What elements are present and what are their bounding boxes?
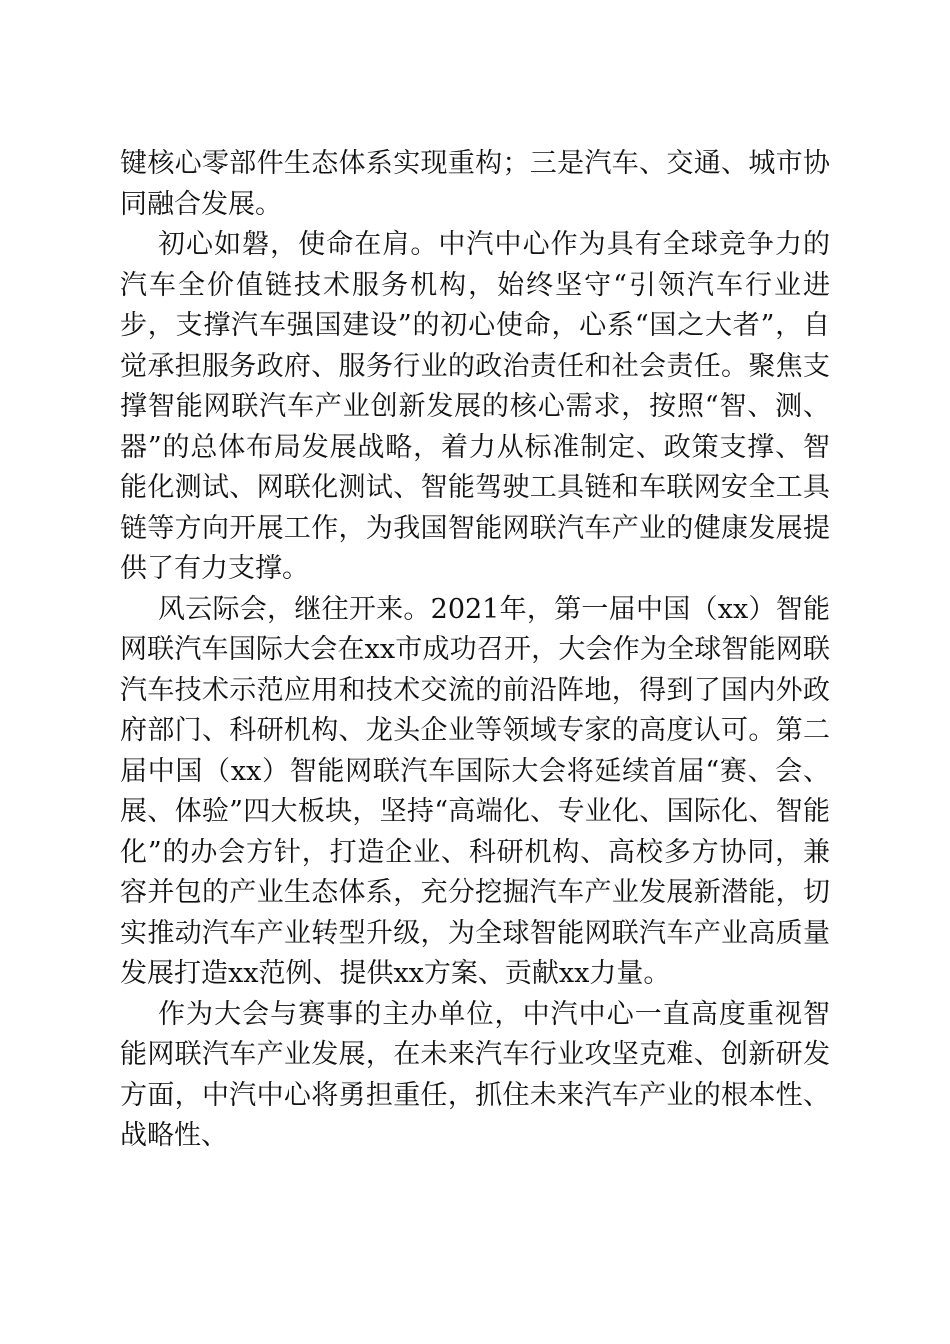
- paragraph-continuation: 键核心零部件生态体系实现重构；三是汽车、交通、城市协同融合发展。: [120, 148, 830, 220]
- document-body: [120, 144, 830, 1157]
- paragraph-conference: 风云际会，继往开来。2021年，第一届中国（xx）智能网联汽车国际大会在xx市成功召开，大会作为全球智能网联汽车技术示范应用和技术交流的前沿阵地，得到了国内外政府部门、科研机构、龙头企业等领域专家的高度认可。第二届中国（xx）智能网联汽车国际大会将延续首届“赛、会、展、体验”四大板块，坚持“高端化、专业化、国际化、智能化”的办会方针，打造企业、科研机构、高校多方协同，兼容并包的产业生态体系，充分挖掘汽车产业发展新潜能，切实推动汽车产业转型升级，为全球智能网联汽车产业高质量发展打造xx范例、提供xx方案、贡献xx力量。: [120, 593, 830, 989]
- paragraph-mission: 初心如磐，使命在肩。中汽中心作为具有全球竞争力的汽车全价值链技术服务机构，始终坚守“引领汽车行业进步，支撑汽车强国建设”的初心使命，心系“国之大者”，自觉承担服务政府、服务行业的政治责任和社会责任。聚焦支撑智能网联汽车产业创新发展的核心需求，按照“智、测、器”的总体布局发展战略，着力从标准制定、政策支撑、智能化测试、网联化测试、智能驾驶工具链和车联网安全工具链等方向开展工作，为我国智能网联汽车产业的健康发展提供了有力支撑。: [120, 229, 830, 584]
- paragraph-organizer: 作为大会与赛事的主办单位，中汽中心一直高度重视智能网联汽车产业发展，在未来汽车行业攻坚克难、创新研发方面，中汽中心将勇担重任，抓住未来汽车产业的根本性、战略性、: [120, 998, 830, 1151]
